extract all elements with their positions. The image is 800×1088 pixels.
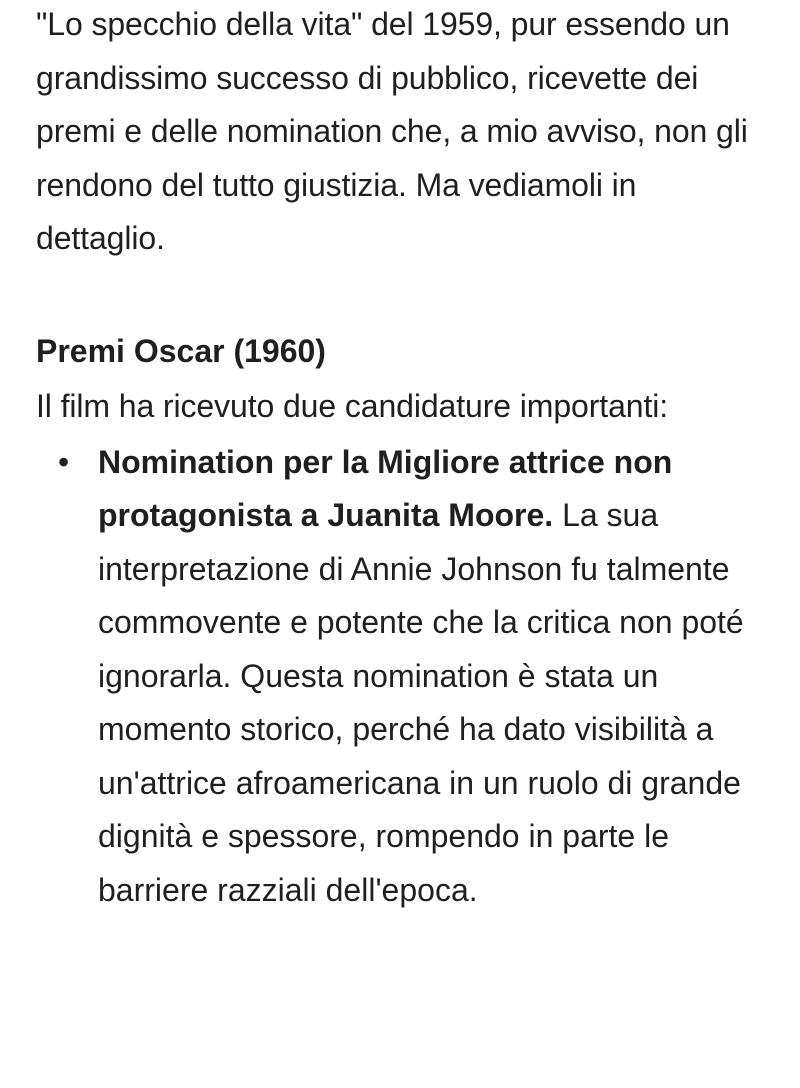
list-item	[36, 436, 764, 918]
bullet-icon: •	[58, 443, 70, 480]
intro-paragraph: "Lo specchio della vita" del 1959, pur essendo un grandissimo successo di pubblico, ricevette dei premi e delle nomination che, a mio avviso, non gli rendono del tutto giustizia. Ma vediamoli in dettaglio.	[36, 6, 748, 256]
list-item-title: Nomination per la Migliore attrice non protagonista a Juanita Moore.	[98, 443, 673, 533]
list-item-body: La sua interpretazione di Annie Johnson fu talmente commovente e potente che la critica non poté ignorarla. Questa nomination è stata un momento storico, perché ha dato visibilità a un'attrice afroamericana in un ruolo di grande dignità e spessore, rompendo in parte le barriere razziali dell'epoca.	[98, 497, 744, 908]
section-heading: Premi Oscar (1960)	[36, 332, 326, 369]
nominations-list	[36, 436, 764, 918]
section-lead: Il film ha ricevuto due candidature importanti:	[36, 388, 669, 424]
